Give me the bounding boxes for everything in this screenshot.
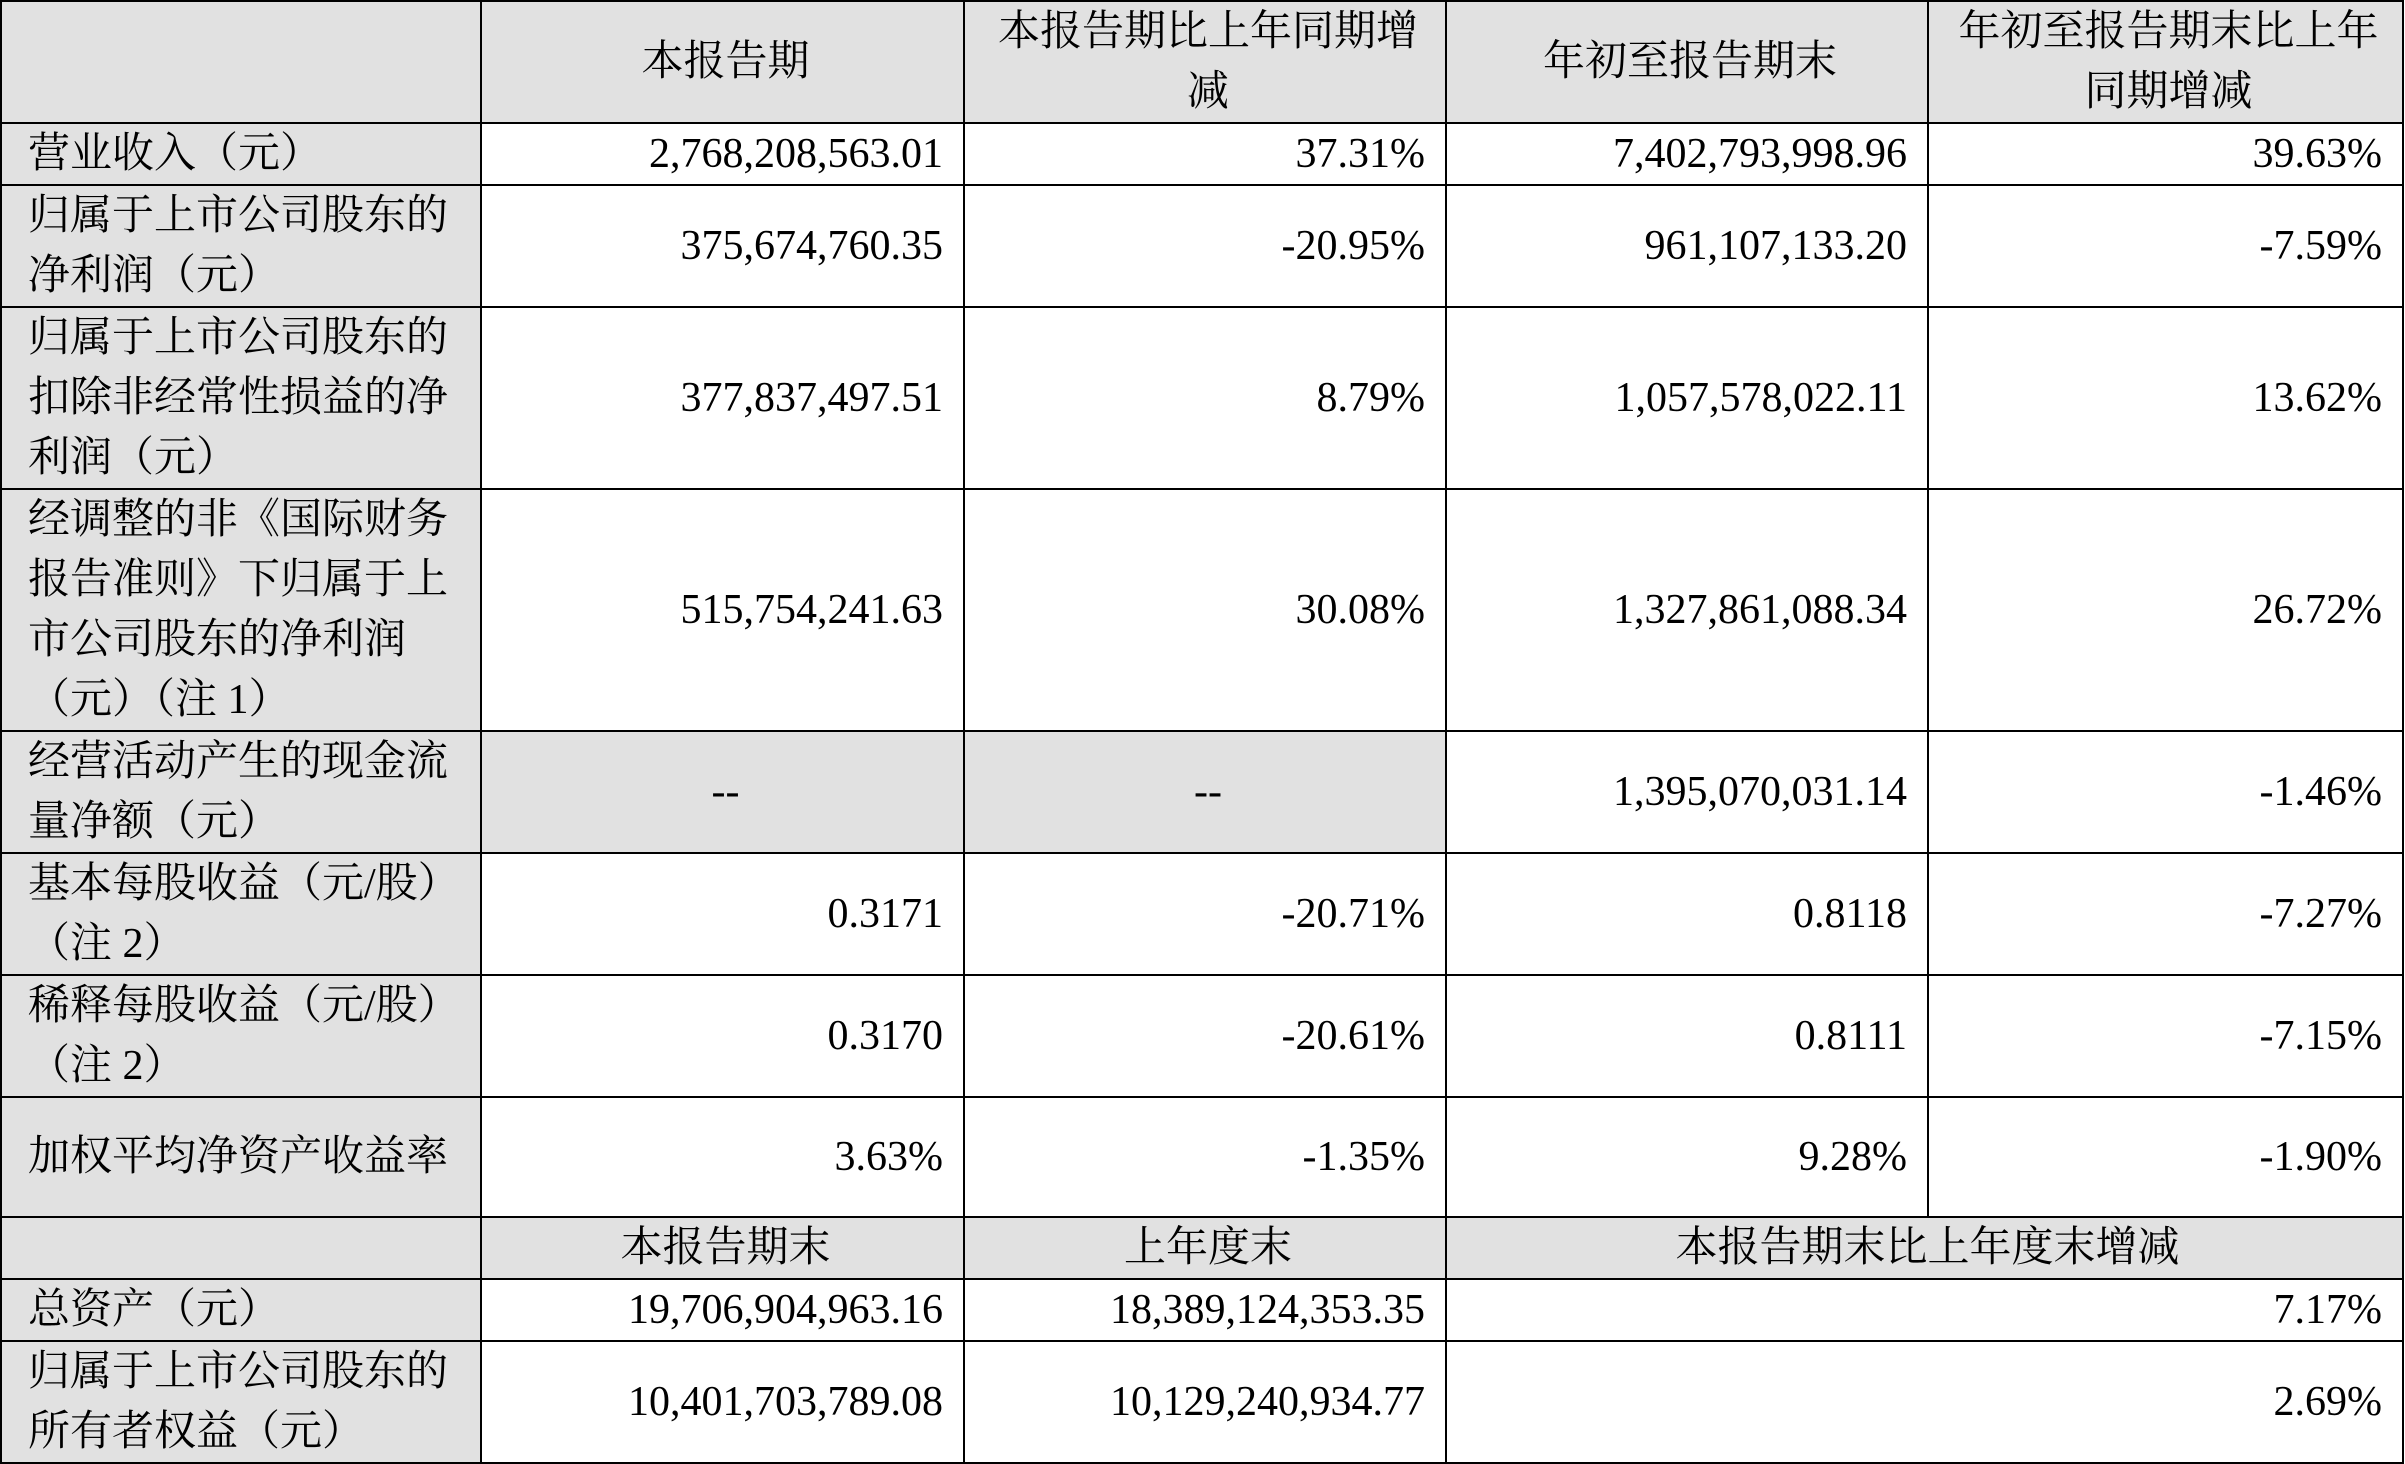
value-cell: 7.17% — [1446, 1279, 2403, 1341]
value-cell: -20.61% — [964, 975, 1446, 1097]
value-cell: -1.90% — [1928, 1097, 2403, 1217]
table-row — [1, 1341, 2403, 1463]
value-cell: 13.62% — [1928, 307, 2403, 489]
value-cell: 1,327,861,088.34 — [1446, 489, 1928, 731]
header-corner-cell — [1, 1217, 481, 1279]
value-cell: 10,401,703,789.08 — [481, 1341, 964, 1463]
header-row-bottom — [1, 1217, 2403, 1279]
header-cell: 本报告期比上年同期增减 — [964, 1, 1446, 123]
value-cell: -7.27% — [1928, 853, 2403, 975]
value-cell: -- — [964, 731, 1446, 853]
value-cell: 10,129,240,934.77 — [964, 1341, 1446, 1463]
header-cell: 年初至报告期末比上年同期增减 — [1928, 1, 2403, 123]
value-cell: 1,395,070,031.14 — [1446, 731, 1928, 853]
row-label: 基本每股收益（元/股）（注 2） — [1, 853, 481, 975]
value-cell: -7.15% — [1928, 975, 2403, 1097]
table-row — [1, 307, 2403, 489]
header-cell: 本报告期末 — [481, 1217, 964, 1279]
value-cell: -20.71% — [964, 853, 1446, 975]
header-cell: 年初至报告期末 — [1446, 1, 1928, 123]
table-row — [1, 731, 2403, 853]
table-row — [1, 1097, 2403, 1217]
value-cell: 0.8111 — [1446, 975, 1928, 1097]
table-row — [1, 975, 2403, 1097]
value-cell: -- — [481, 731, 964, 853]
value-cell: -7.59% — [1928, 185, 2403, 307]
value-cell: 2,768,208,563.01 — [481, 123, 964, 185]
header-row-top — [1, 1, 2403, 123]
row-label: 稀释每股收益（元/股）（注 2） — [1, 975, 481, 1097]
value-cell: 1,057,578,022.11 — [1446, 307, 1928, 489]
value-cell: 8.79% — [964, 307, 1446, 489]
value-cell: 37.31% — [964, 123, 1446, 185]
value-cell: 18,389,124,353.35 — [964, 1279, 1446, 1341]
value-cell: 2.69% — [1446, 1341, 2403, 1463]
value-cell: 9.28% — [1446, 1097, 1928, 1217]
row-label: 营业收入（元） — [1, 123, 481, 185]
row-label: 归属于上市公司股东的扣除非经常性损益的净利润（元） — [1, 307, 481, 489]
value-cell: 0.8118 — [1446, 853, 1928, 975]
value-cell: 7,402,793,998.96 — [1446, 123, 1928, 185]
header-corner-cell — [1, 1, 481, 123]
value-cell: -20.95% — [964, 185, 1446, 307]
value-cell: 375,674,760.35 — [481, 185, 964, 307]
header-cell: 本报告期 — [481, 1, 964, 123]
value-cell: 26.72% — [1928, 489, 2403, 731]
table-row — [1, 123, 2403, 185]
value-cell: 961,107,133.20 — [1446, 185, 1928, 307]
row-label: 总资产（元） — [1, 1279, 481, 1341]
value-cell: 30.08% — [964, 489, 1446, 731]
row-label: 经营活动产生的现金流量净额（元） — [1, 731, 481, 853]
value-cell: 515,754,241.63 — [481, 489, 964, 731]
header-cell: 本报告期末比上年度末增减 — [1446, 1217, 2403, 1279]
row-label: 归属于上市公司股东的净利润（元） — [1, 185, 481, 307]
row-label: 加权平均净资产收益率 — [1, 1097, 481, 1217]
row-label: 归属于上市公司股东的所有者权益（元） — [1, 1341, 481, 1463]
value-cell: 39.63% — [1928, 123, 2403, 185]
table-row — [1, 1279, 2403, 1341]
value-cell: 19,706,904,963.16 — [481, 1279, 964, 1341]
table-row — [1, 185, 2403, 307]
value-cell: 377,837,497.51 — [481, 307, 964, 489]
value-cell: 0.3170 — [481, 975, 964, 1097]
table-row — [1, 489, 2403, 731]
row-label: 经调整的非《国际财务报告准则》下归属于上市公司股东的净利润（元）（注 1） — [1, 489, 481, 731]
value-cell: 3.63% — [481, 1097, 964, 1217]
value-cell: 0.3171 — [481, 853, 964, 975]
header-cell: 上年度末 — [964, 1217, 1446, 1279]
value-cell: -1.46% — [1928, 731, 2403, 853]
table-row — [1, 853, 2403, 975]
value-cell: -1.35% — [964, 1097, 1446, 1217]
